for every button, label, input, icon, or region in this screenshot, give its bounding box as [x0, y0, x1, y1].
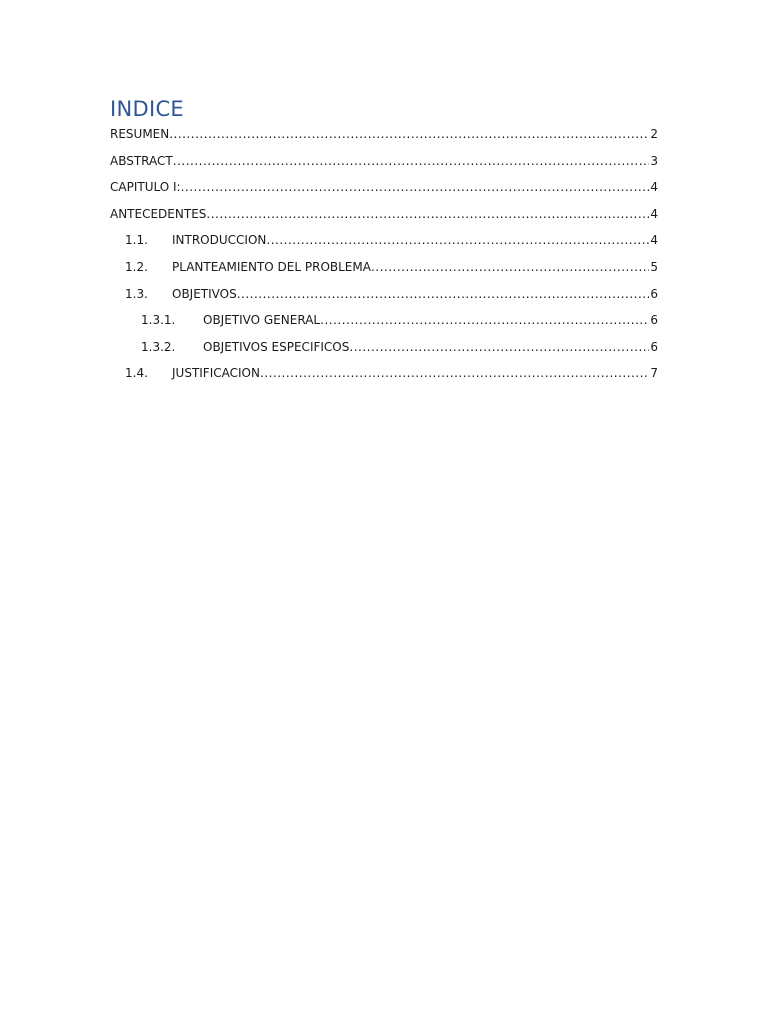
toc-entry-label: OBJETIVO GENERAL	[203, 313, 321, 328]
toc-entry[interactable]	[110, 152, 658, 179]
toc-entry[interactable]	[110, 178, 658, 205]
toc-entry-number: 1.3.	[125, 286, 148, 301]
toc-entry-label: OBJETIVOS ESPECIFICOS	[203, 339, 350, 354]
toc-entry[interactable]	[110, 205, 658, 232]
toc-dot-leader	[266, 231, 649, 249]
toc-entry-label: PLANTEAMIENTO DEL PROBLEMA	[172, 259, 371, 274]
toc-entry[interactable]	[110, 231, 658, 258]
toc-dot-leader	[260, 364, 649, 382]
toc-dot-leader	[349, 338, 649, 356]
toc-entry-number: 1.3.2.	[141, 339, 176, 354]
toc-entry-page: 4	[650, 180, 658, 195]
toc-entry[interactable]	[110, 285, 658, 312]
toc-entry[interactable]	[110, 338, 658, 365]
toc-entry-page: 4	[650, 233, 658, 248]
toc-entry[interactable]	[110, 311, 658, 338]
toc-entry-page: 6	[650, 313, 658, 328]
toc-entry-page: 6	[650, 286, 658, 301]
toc-entry-label: RESUMEN	[110, 127, 170, 141]
toc-dot-leader	[173, 152, 650, 170]
toc-dot-leader	[181, 178, 650, 196]
toc-dot-leader	[169, 125, 649, 143]
toc-entry-page: 6	[650, 339, 658, 354]
toc-entry-page: 2	[650, 127, 658, 141]
toc-entry-page: 5	[650, 259, 658, 274]
toc-dot-leader	[320, 311, 649, 329]
toc-dot-leader	[371, 258, 649, 276]
toc-entry[interactable]	[110, 258, 658, 285]
toc-dot-leader	[237, 285, 650, 303]
toc-entry-label: ABSTRACT	[110, 153, 173, 168]
toc-heading: INDICE	[110, 97, 184, 121]
toc-entry-label: JUSTIFICACION	[172, 366, 260, 381]
toc-entry[interactable]	[110, 364, 658, 391]
toc-dot-leader	[206, 205, 649, 223]
toc-entry-number: 1.4.	[125, 366, 148, 381]
toc-entry-page: 4	[650, 206, 658, 221]
toc-entry-number: 1.3.1.	[141, 313, 176, 328]
toc-entry-number: 1.2.	[125, 259, 148, 274]
toc-entry-label: INTRODUCCION	[172, 233, 267, 248]
toc-entry-label: ANTECEDENTES	[110, 206, 207, 221]
toc-entry-label: OBJETIVOS	[172, 286, 237, 301]
toc-entry[interactable]	[110, 125, 658, 152]
toc-entry-number: 1.1.	[125, 233, 148, 248]
toc-entry-page: 3	[650, 153, 658, 168]
table-of-contents	[110, 125, 658, 391]
toc-entry-label: CAPITULO I:	[110, 180, 181, 195]
toc-entry-page: 7	[650, 366, 658, 381]
